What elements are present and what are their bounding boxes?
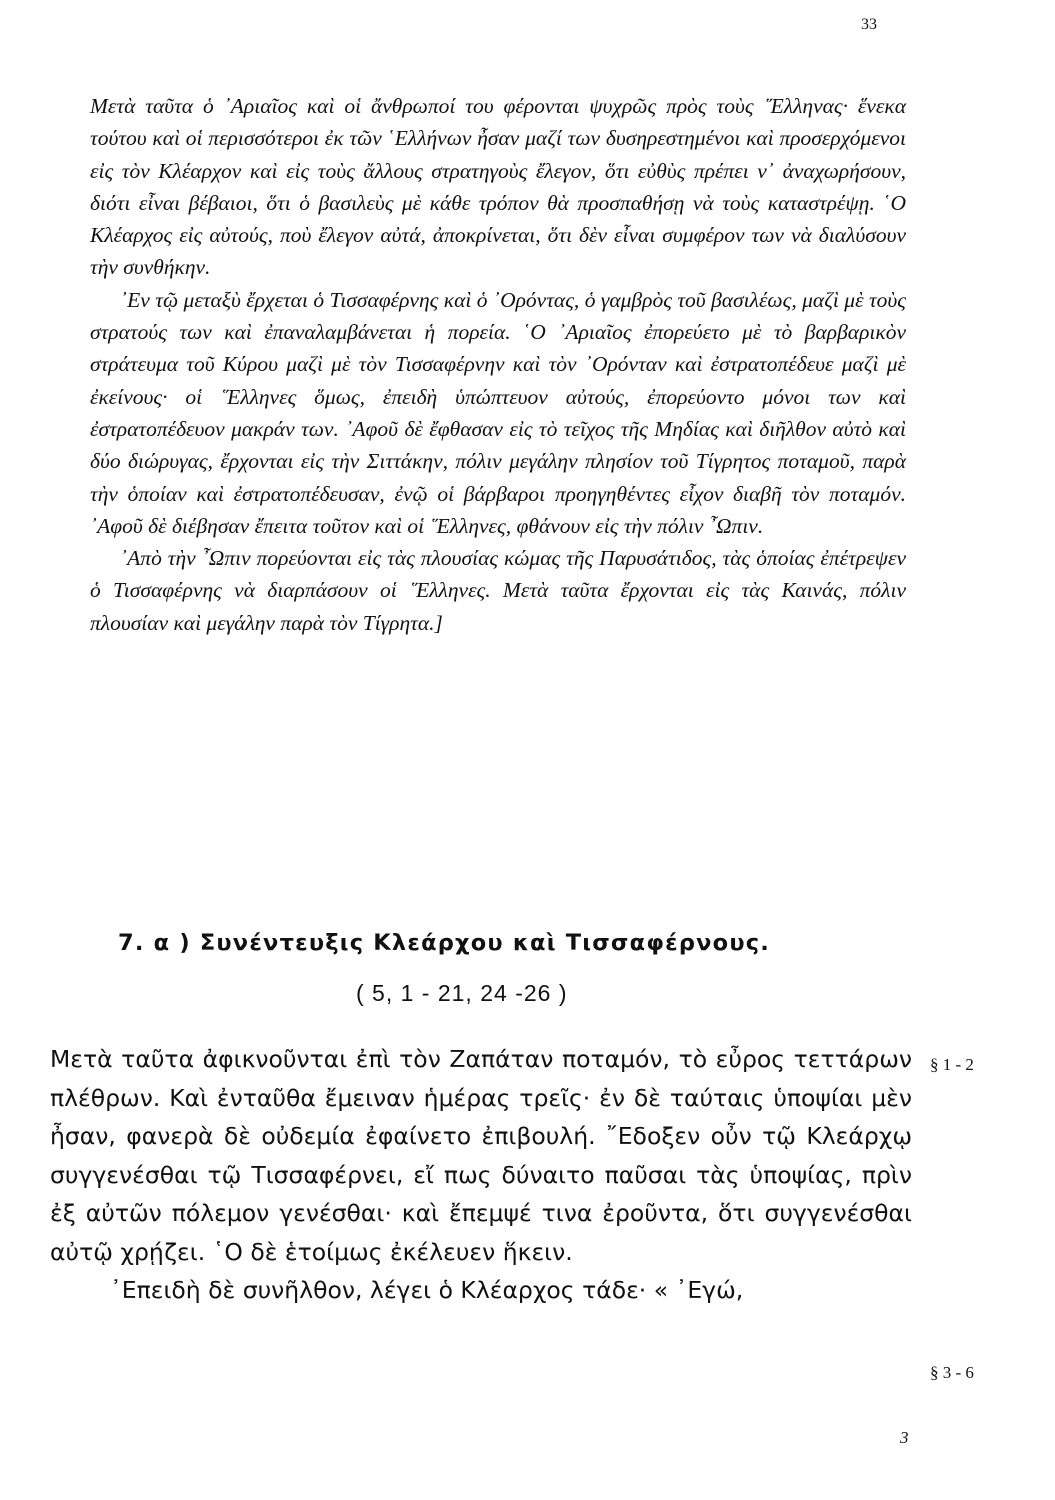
- signature-mark: 3: [900, 1428, 909, 1447]
- margin-ref-1-2: § 1 - 2: [930, 1055, 974, 1074]
- greek-paragraph-2: ᾿Επειδὴ δὲ συνῆλθον, λέγει ὁ Κλέαρχος τάδε· « ᾿Εγώ,: [110, 1276, 744, 1304]
- summary-paragraph-1: Μετὰ ταῦτα ὁ ᾿Αριαῖος καὶ οἱ ἄνθρωποί του φέρονται ψυχρῶς πρὸς τοὺς ῞Ελληνας· ἕνεκα τούτου καὶ οἱ περισσότεροι ἐκ τῶν ῾Ελλήνων ἦσαν μαζί των δυσηρεστημένοι καὶ προσερχόμενοι εἰς τὸν Κλέαρχον καὶ εἰς τοὺς ἄλλους στρατηγοὺς ἔλεγον, ὅτι εὐθὺς πρέπει ν᾿ ἀναχωρήσουν, διότι εἶναι βέβαιοι, ὅτι ὁ βασιλεὺς μὲ κάθε τρόπον θὰ προσπαθήσῃ νὰ τοὺς καταστρέψῃ. ῾Ο Κλέαρχος εἰς αὐτούς, ποὺ ἔλεγον αὐτά, ἀποκρίνεται, ὅτι δὲν εἶναι συμφέρον των νὰ διαλύσουν τὴν συνθήκην.: [90, 94, 906, 280]
- greek-text: [50, 1040, 912, 1310]
- page-number: 33: [861, 16, 877, 33]
- summary-paragraph-3: ᾿Απὸ τὴν ῏Ωπιν πορεύονται εἰς τὰς πλουσίας κώμας τῆς Παρυσάτιδος, τὰς ὁποίας ἐπέτρεψεν ὁ Τισσαφέρνης νὰ διαρπάσουν οἱ ῞Ελληνες. Μετὰ ταῦτα ἔρχονται εἰς τὰς Καινάς, πόλιν πλουσίαν καὶ μεγάλην παρὰ τὸν Τίγρητα.]: [90, 546, 906, 635]
- greek-paragraph-1: Μετὰ ταῦτα ἀφικνοῦνται ἐπὶ τὸν Ζαπάταν ποταμόν, τὸ εὖρος τεττάρων πλέθρων. Καὶ ἐνταῦθα ἔμειναν ἡμέρας τρεῖς· ἐν δὲ ταύταις ὑποψίαι μὲν ἦσαν, φανερὰ δὲ οὐδεμία ἐφαίνετο ἐπιβουλή. ῎Εδοξεν οὖν τῷ Κλεάρχῳ συγγενέσθαι τῷ Τισσαφέρνει, εἴ πως δύναιτο παῦσαι τὰς ὑποψίας, πρὶν ἐξ αὐτῶν πόλεμον γενέσθαι· καὶ ἔπεμψέ τινα ἐροῦντα, ὅτι συγγενέσθαι αὐτῷ χρῄζει. ῾Ο δὲ ἑτοίμως ἐκέλευεν ἥκειν.: [50, 1045, 912, 1266]
- section-reference: ( 5, 1 - 21, 24 -26 ): [356, 980, 568, 1006]
- section-title: 7. α ) Συνέντευξις Κλεάρχου καὶ Τισσαφέρνους.: [118, 930, 771, 956]
- margin-ref-3-6: § 3 - 6: [930, 1363, 974, 1382]
- summary-text: [90, 90, 906, 639]
- summary-paragraph-2: ᾿Εν τῷ μεταξὺ ἔρχεται ὁ Τισσαφέρνης καὶ ὁ ᾿Ορόντας, ὁ γαμβρὸς τοῦ βασιλέως, μαζὶ μὲ τοὺς στρατούς των καὶ ἐπαναλαμβάνεται ἡ πορεία. ῾Ο ᾿Αριαῖος ἐπορεύετο μὲ τὸ βαρβαρικὸν στράτευμα τοῦ Κύρου μαζὶ μὲ τὸν Τισσαφέρνην καὶ τὸν ᾿Ορόνταν καὶ ἐστρατοπέδευε μαζὶ μὲ ἐκείνους· οἱ ῞Ελληνες ὅμως, ἐπειδὴ ὑπώπτευον αὐτούς, ἐπορεύοντο μόνοι των καὶ ἐστρατοπέδευον μακράν των. ᾿Αφοῦ δὲ ἔφθασαν εἰς τὸ τεῖχος τῆς Μηδίας καὶ διῆλθον αὐτὸ καὶ δύο διώρυγας, ἔρχονται εἰς τὴν Σιττάκην, πόλιν μεγάλην πλησίον τοῦ Τίγρητος ποταμοῦ, παρὰ τὴν ὁποίαν καὶ ἐστρατοπέδευσαν, ἐνῷ οἱ βάρβαροι προηγηθέντες εἶχον διαβῆ τὸν ποταμόν. ᾿Αφοῦ δὲ διέβησαν ἔπειτα τοῦτον καὶ οἱ ῞Ελληνες, φθάνουν εἰς τὴν πόλιν ῏Ωπιν.: [90, 287, 906, 538]
